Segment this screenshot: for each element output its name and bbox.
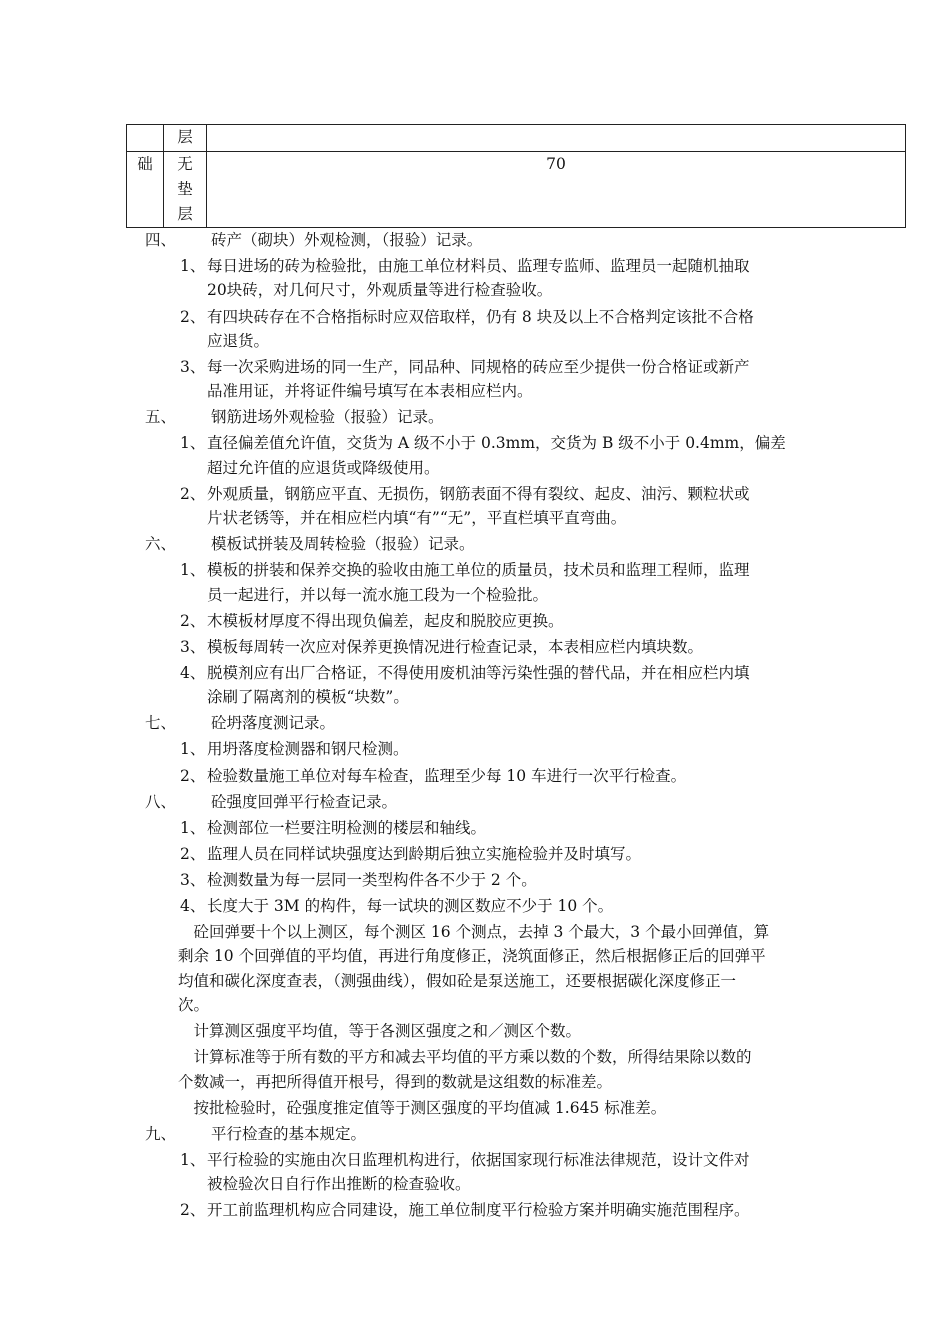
section-number: 四、 [145,231,177,249]
list-item-number: 1、 [180,740,206,759]
table-row [127,125,906,152]
list-item [180,765,686,787]
list-item-text: 木模板材厚度不得出现负偏差，起皮和脱胶应更换。 [207,611,564,630]
list-item-text: 检测部位一栏要注明检测的楼层和轴线。 [207,818,487,837]
list-item [180,1149,750,1171]
list-item-continuation: 品准用证，并将证件编号填写在本表相应栏内。 [207,382,533,401]
list-item-continuation: 被检验次日自行作出推断的检查验收。 [207,1175,471,1194]
list-item-text: 有四块砖存在不合格指标时应双倍取样，仍有 8 块及以上不合格判定该批不合格 [207,307,754,326]
list-item [180,255,750,277]
list-item-text: 开工前监理机构应合同建设，施工单位制度平行检验方案并明确实施范围程序。 [207,1201,750,1220]
section-heading [145,712,335,734]
section-number: 六、 [145,535,177,554]
list-item [180,432,786,454]
list-item-number: 3、 [180,870,206,889]
list-item-number: 3、 [180,357,206,376]
list-item-number: 2、 [180,611,206,630]
table-cell-value: 70 [207,152,906,228]
list-item-text: 模板的拼装和保养交换的验收由施工单位的质量员，技术员和监理工程师，监理 [207,561,750,580]
list-item [180,610,564,632]
section-number: 八、 [145,792,177,811]
section-title: 砼坍落度测记录。 [211,714,336,733]
list-item [180,738,409,760]
table-cell [207,125,906,152]
paragraph-line: 剩余 10 个回弹值的平均值，再进行角度修正，浇筑面修正，然后根据修正后的回弹平 [178,947,766,966]
list-item [180,1199,750,1221]
section-number: 九、 [145,1124,177,1143]
section-heading [145,406,444,428]
list-item-number: 2、 [180,307,206,326]
list-item-number: 1、 [180,257,206,276]
list-item-text: 用坍落度检测器和钢尺检测。 [207,740,409,759]
table-cell-line: 无 [177,155,193,173]
section-title: 模板试拼装及周转检验（报验）记录。 [211,535,475,554]
section-title: 砖产（砌块）外观检测，（报验）记录。 [211,231,483,249]
list-item-number: 3、 [180,637,206,656]
list-item-text: 检测数量为每一层同一类型构件各不少于 2 个。 [207,870,537,889]
list-item [180,817,486,839]
section-number: 五、 [145,408,177,427]
paragraph-line: 次。 [178,996,210,1014]
table-cell [127,125,164,152]
table-cell: 础 [127,152,164,228]
section-heading [145,533,475,555]
list-item-text: 模板每周转一次应对保养更换情况进行检查记录，本表相应栏内填块数。 [207,637,704,656]
list-item [180,306,754,328]
list-item-continuation: 片状老锈等，并在相应栏内填“有”“无”，平直栏填平直弯曲。 [207,509,627,528]
table-row [127,152,906,228]
list-item-continuation: 20块砖，对几何尺寸，外观质量等进行检查验收。 [207,281,553,300]
list-item-continuation: 超过允许值的应退货或降级使用。 [207,458,440,477]
paragraph-line: 按批检验时，砼强度推定值等于测区强度的平均值减 1.645 标准差。 [178,1098,667,1117]
inspection-table [126,124,906,228]
section-heading [145,791,397,813]
list-item-number: 4、 [180,663,206,682]
list-item-text: 脱模剂应有出厂合格证，不得使用废机油等污染性强的替代品，并在相应栏内填 [207,663,750,682]
list-item-number: 2、 [180,1201,206,1220]
list-item-text: 长度大于 3M 的构件，每一试块的测区数应不少于 10 个。 [207,897,614,915]
list-item-text: 每日进场的砖为检验批，由施工单位材料员、监理专监师、监理员一起随机抽取 [207,257,750,276]
list-item [180,843,641,865]
list-item-text: 每一次采购进场的同一生产，同品种、同规格的砖应至少提供一份合格证或新产 [207,357,750,376]
list-item-continuation: 员一起进行，并以每一流水施工段为一个检验批。 [207,585,549,604]
list-item [180,662,750,684]
paragraph-line: 均值和碳化深度查表，（测强曲线），假如砼是泵送施工，还要根据碳化深度修正一 [178,971,737,990]
section-title: 砼强度回弹平行检查记录。 [211,792,398,811]
section-title: 钢筋进场外观检验（报验）记录。 [211,408,444,427]
section-heading [145,1123,366,1145]
list-item-number: 1、 [180,818,206,837]
list-item-number: 2、 [180,484,206,503]
list-item [180,559,750,581]
list-item-number: 4、 [180,897,206,915]
paragraph-line: 计算标准等于所有数的平方和减去平均值的平方乘以数的个数，所得结果除以数的 [178,1048,752,1067]
list-item [180,483,750,505]
table-cell [164,152,207,228]
list-item-number: 1、 [180,1150,206,1169]
list-item-text: 直径偏差值允许值，交货为 A 级不小于 0.3mm，交货为 B 级不小于 0.4mm，偏差 [207,434,786,453]
table-cell: 层 [164,125,207,152]
list-item-continuation: 涂刷了隔离剂的模板“块数”。 [207,688,409,707]
list-item-number: 2、 [180,766,206,785]
list-item-continuation: 应退货。 [207,331,270,350]
list-item [180,636,703,658]
list-item-number: 1、 [180,434,206,453]
section-heading [145,229,482,251]
list-item [180,895,613,917]
table-cell-line: 层 [177,205,193,223]
list-item-text: 检验数量施工单位对每车检查，监理至少每 10 车进行一次平行检查。 [207,766,687,785]
section-title: 平行检查的基本规定。 [211,1124,367,1143]
table-cell-line: 垫 [177,180,193,198]
section-number: 七、 [145,714,177,733]
list-item-text: 外观质量，钢筋应平直、无损伤，钢筋表面不得有裂纹、起皮、油污、颗粒状或 [207,484,750,503]
list-item-number: 2、 [180,844,206,863]
list-item-number: 1、 [180,561,206,580]
list-item [180,869,537,891]
list-item-text: 监理人员在同样试块强度达到龄期后独立实施检验并及时填写。 [207,844,642,863]
list-item [180,356,750,378]
list-item-text: 平行检验的实施由次日监理机构进行，依据国家现行标准法律规范，设计文件对 [207,1150,750,1169]
paragraph-line: 个数减一，再把所得值开根号，得到的数就是这组数的标准差。 [178,1072,613,1091]
paragraph-line: 砼回弹要十个以上测区，每个测区 16 个测点，去掉 3 个最大，3 个最小回弹值，算 [178,923,770,942]
paragraph-line: 计算测区强度平均值，等于各测区强度之和／测区个数。 [178,1022,582,1041]
